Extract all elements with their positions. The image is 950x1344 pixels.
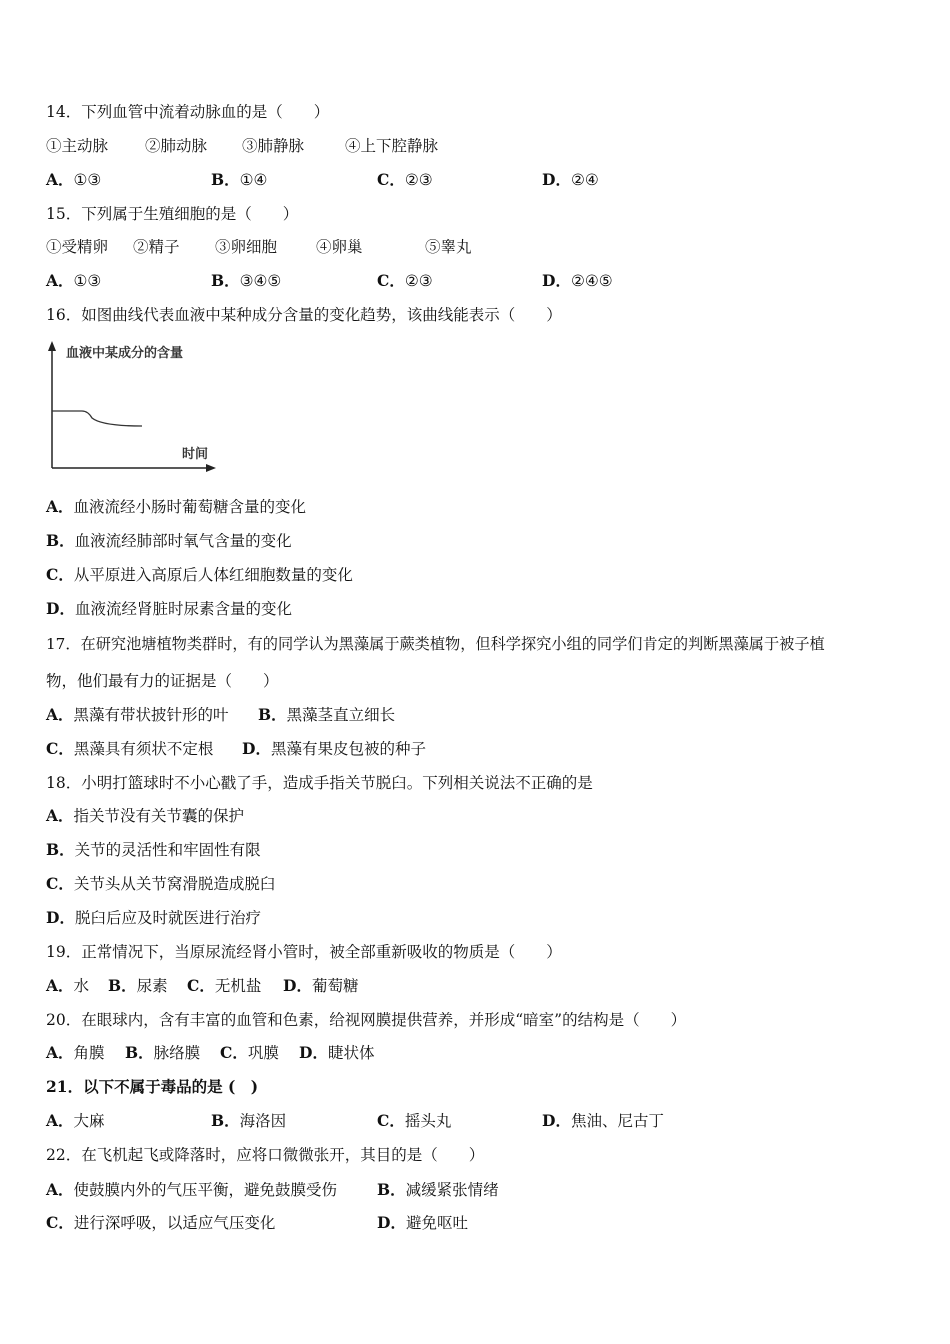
q19-stem: 19．正常情况下，当原尿流经肾小管时，被全部重新吸收的物质是（ ）	[46, 943, 562, 961]
q14-item-3: ③肺静脉	[242, 137, 305, 155]
q19-option-a: A．水	[46, 976, 90, 995]
x-axis-arrow-icon	[206, 464, 216, 472]
q14-option-b: B．①④	[211, 170, 268, 189]
q15-item-3: ③卵细胞	[215, 238, 278, 256]
q21-option-b: B．海洛因	[211, 1111, 287, 1130]
q17-option-c: C．黑藻具有须状不定根	[46, 739, 214, 758]
q16-option-a: A．血液流经小肠时葡萄糖含量的变化	[46, 497, 307, 516]
q16-stem: 16．如图曲线代表血液中某种成分含量的变化趋势，该曲线能表示（ ）	[46, 306, 562, 324]
q15-item-1: ①受精卵	[46, 238, 109, 256]
q15-stem: 15．下列属于生殖细胞的是（ ）	[46, 205, 299, 223]
q18-option-b: B．关节的灵活性和牢固性有限	[46, 840, 261, 859]
q20-option-b: B．脉络膜	[125, 1043, 201, 1062]
q17-stem-line2: 物，他们最有力的证据是（ ）	[46, 672, 279, 690]
y-axis-arrow-icon	[48, 341, 56, 351]
q14-option-c: C．②③	[377, 170, 433, 189]
q15-option-b: B．③④⑤	[211, 271, 282, 290]
q14-option-a: A．①③	[46, 170, 102, 189]
q21-option-d: D．焦油、尼古丁	[542, 1111, 664, 1130]
q22-option-c: C．进行深呼吸，以适应气压变化	[46, 1213, 276, 1232]
q14-item-1: ①主动脉	[46, 137, 109, 155]
figure-y-label: 血液中某成分的含量	[66, 346, 184, 361]
q20-option-c: C．巩膜	[220, 1043, 279, 1062]
q16-option-b: B．血液流经肺部时氧气含量的变化	[46, 531, 292, 550]
q20-stem: 20．在眼球内，含有丰富的血管和色素，给视网膜提供营养，并形成“暗室”的结构是（ ）	[46, 1011, 687, 1029]
q19-option-d: D．葡萄糖	[283, 976, 359, 995]
q15-item-4: ④卵巢	[316, 238, 363, 256]
q17-stem-line1: 17．在研究池塘植物类群时，有的同学认为黑藻属于蕨类植物，但科学探究小组的同学们肯定的判断黑藻属于被子植	[46, 635, 825, 653]
q14-item-2: ②肺动脉	[145, 137, 208, 155]
q18-stem: 18．小明打篮球时不小心戳了手，造成手指关节脱臼。下列相关说法不正确的是	[46, 774, 593, 792]
q21-option-c: C．摇头丸	[377, 1111, 452, 1130]
q16-option-c: C．从平原进入高原后人体红细胞数量的变化	[46, 565, 353, 584]
q22-option-b: B．减缓紧张情绪	[377, 1180, 499, 1199]
q20-option-d: D．睫状体	[299, 1043, 375, 1062]
trend-curve	[52, 411, 142, 426]
q15-option-a: A．①③	[46, 271, 102, 290]
q19-option-c: C．无机盐	[187, 976, 262, 995]
q22-option-d: D．避免呕吐	[377, 1213, 468, 1232]
q14-stem: 14．下列血管中流着动脉血的是（ ）	[46, 103, 330, 121]
q20-option-a: A．角膜	[46, 1043, 105, 1062]
q15-option-c: C．②③	[377, 271, 433, 290]
q17-option-d: D．黑藻有果皮包被的种子	[242, 739, 426, 758]
q18-option-a: A．指关节没有关节囊的保护	[46, 806, 245, 825]
q17-option-a: A．黑藻有带状披针形的叶	[46, 705, 229, 724]
q18-option-c: C．关节头从关节窝滑脱造成脱臼	[46, 874, 276, 893]
q16-option-d: D．血液流经肾脏时尿素含量的变化	[46, 599, 292, 618]
q21-stem: 21．以下不属于毒品的是 ( )	[46, 1077, 259, 1096]
q21-option-a: A．大麻	[46, 1111, 105, 1130]
q15-option-d: D．②④⑤	[542, 271, 613, 290]
q14-option-d: D．②④	[542, 170, 599, 189]
q17-option-b: B．黑藻茎直立细长	[258, 705, 396, 724]
q16-figure	[40, 338, 230, 478]
q19-option-b: B．尿素	[108, 976, 168, 995]
q15-item-2: ②精子	[133, 238, 180, 256]
q14-item-4: ④上下腔静脉	[345, 137, 439, 155]
q22-stem: 22．在飞机起飞或降落时，应将口微微张开，其目的是（ ）	[46, 1146, 485, 1164]
q15-item-5: ⑤睾丸	[425, 238, 472, 256]
q18-option-d: D．脱臼后应及时就医进行治疗	[46, 908, 261, 927]
figure-x-label: 时间	[182, 447, 209, 462]
q22-option-a: A．使鼓膜内外的气压平衡，避免鼓膜受伤	[46, 1180, 338, 1199]
